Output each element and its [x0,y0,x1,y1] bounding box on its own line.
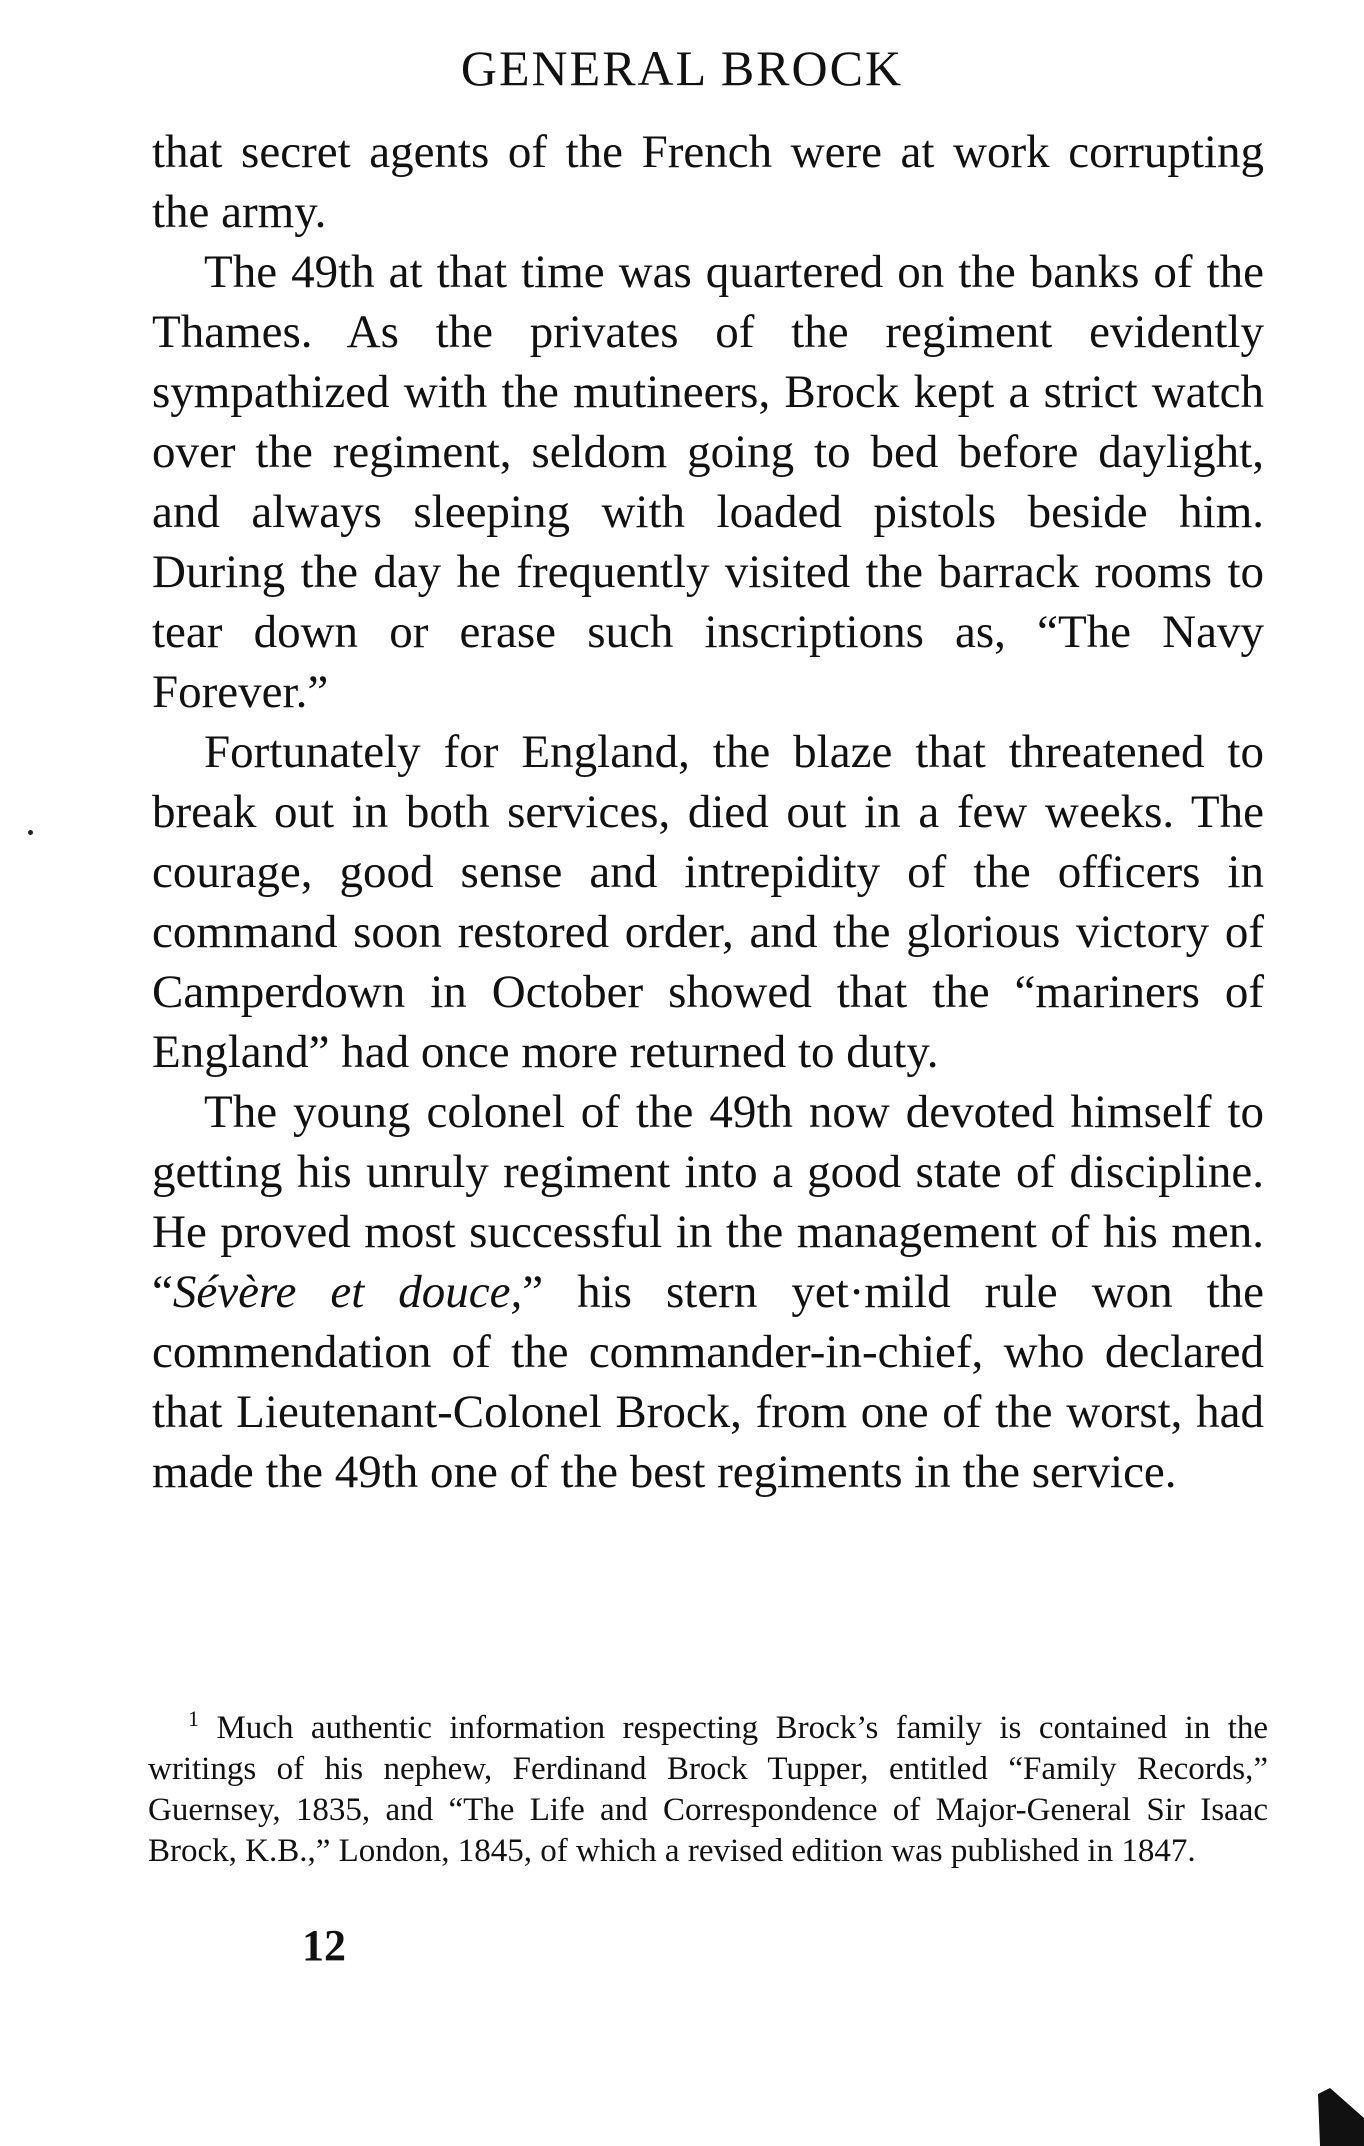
paragraph-2 [152,242,1264,722]
paragraph-text: that secret agents of the French were at work corrupting the army. [152,126,1264,238]
page-corner-mark [1318,2088,1364,2146]
paragraph-text: The 49th at that time was quartered on the banks of the Thames. As the privates of the regiment evidently sympathized with the mutineers, Brock kept a strict watch over the regiment, seldom going to bed before daylight, and always sleeping with loaded pistols beside him. During the day he frequently visited the barrack rooms to tear down or erase such inscriptions as, “The Navy Forever.” [152,246,1264,718]
paragraph-4 [152,1082,1264,1502]
paragraph-text: Fortunately for England, the blaze that threatened to break out in both services, died out in a few weeks. The courage, good sense and intrepidity of the officers in command soon restored order, and the glorious victory of Camperdown in October showed that the “mariners of England” had once more returned to duty. [152,726,1264,1078]
page-number: 12 [302,1921,346,1970]
italic-quote: Sévère et douce, [172,1266,523,1318]
footnote [148,1708,1268,1872]
paragraph-1 [152,122,1264,242]
running-head: GENERAL BROCK [460,40,904,96]
paragraph-text: The young colonel of the 49th now devoted himself to getting his unruly regiment into a good state of discipline. He proved most successful in the management of his men. “ [152,1086,1264,1318]
paragraph-3 [152,722,1264,1082]
body-text [152,122,1264,1502]
footnote-text [148,1708,1268,1872]
paragraph-text: ” his stern yet·mild rule won the commendation of the commander-in-chief, who declared that Lieutenant-Colonel Brock, from one of the worst, had made the 49th one of the best regiments in the service. [152,1266,1264,1498]
footnote-body: Much authentic information respecting Brock’s family is contained in the writings of his nephew, Ferdinand Brock Tupper, entitled “Family Records,” Guernsey, 1835, and “The Life and Correspondence of Major-General Sir Isaac Brock, K.B.,” London, 1845, of which a revised edition was published in 1847. [148,1710,1269,1869]
ink-speck [28,830,33,835]
footnote-marker: 1 [188,1706,199,1731]
